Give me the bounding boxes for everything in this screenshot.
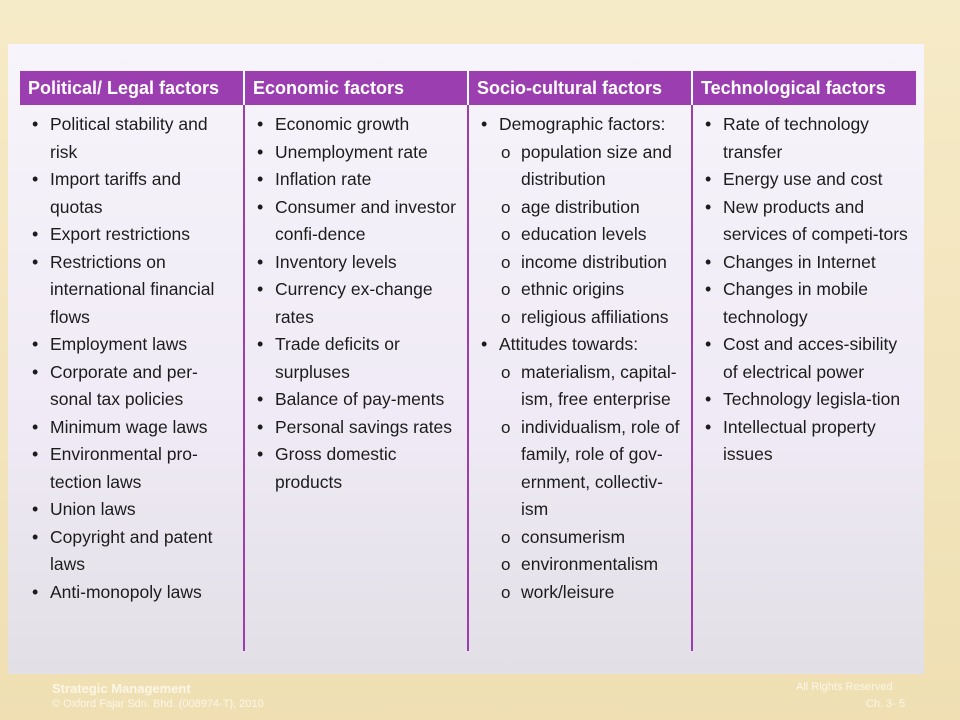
sub-list-item: o materialism, capital-ism, free enterprise	[499, 359, 685, 414]
list-item	[26, 441, 237, 496]
list-item	[251, 276, 461, 331]
list-item-text: Intellectual property issues	[723, 416, 876, 464]
list-item-text: Import tariffs and quotas	[50, 169, 181, 217]
list-item	[251, 414, 461, 442]
list-item-text: Technology legisla-tion	[723, 389, 901, 409]
sub-list-item: o income distribution	[499, 249, 685, 277]
list-item-text: Employment laws	[50, 334, 188, 354]
list-item-text: Unemployment rate	[275, 141, 428, 162]
list-item-text: Attitudes towards:	[499, 334, 639, 354]
list-item-text: Consumer and investor confi-dence	[275, 196, 456, 244]
list-item-text: Union laws	[50, 499, 136, 519]
column-political	[20, 105, 244, 651]
list-item	[699, 276, 910, 331]
list-item-text: Changes in mobile technology	[723, 279, 868, 327]
list-item	[26, 496, 237, 524]
list-item-text: Rate of technology transfer	[723, 114, 869, 162]
list-item-text: Demographic factors:	[499, 114, 666, 134]
list-item	[26, 359, 237, 414]
list-item	[699, 111, 910, 166]
list-item-text: Changes in Internet	[723, 251, 876, 272]
footer-course: Strategic Management	[52, 681, 191, 696]
list-item-text: Balance of pay-ments	[275, 389, 445, 409]
list-item	[26, 111, 237, 166]
sub-list-item: o education levels	[499, 221, 685, 249]
list-item	[26, 331, 237, 359]
list-item-text: New products and services of competi-tors	[723, 196, 908, 244]
list-item-text: Political stability and risk	[50, 114, 208, 162]
list-item	[26, 221, 237, 249]
list-item	[26, 579, 237, 607]
list-item	[251, 111, 461, 139]
list-item-text: Economic growth	[275, 114, 410, 134]
list-item-text: Currency ex-change rates	[275, 279, 433, 327]
column-header-economic: Economic factors	[244, 71, 468, 105]
table-header-row	[20, 71, 916, 105]
list-item	[251, 139, 461, 167]
column-header-technological: Technological factors	[692, 71, 916, 105]
list-item	[699, 414, 910, 469]
list-item-text: Environmental pro-tection laws	[50, 444, 198, 492]
list-item-text: Export restrictions	[50, 224, 191, 244]
list-item	[251, 166, 461, 194]
list-item	[251, 441, 461, 496]
environment-factors-table	[20, 71, 916, 651]
footer-copyright: © Oxford Fajar Sdn. Bhd. (008974-T), 2010	[52, 698, 264, 710]
sub-list-item: o consumerism	[499, 524, 685, 552]
list-item	[251, 331, 461, 386]
sub-list-item: o environmentalism	[499, 551, 685, 579]
footer-rights: All Rights Reserved	[796, 681, 893, 693]
list-item	[251, 249, 461, 277]
list-item	[26, 166, 237, 221]
list-item	[699, 331, 910, 386]
column-economic	[244, 105, 468, 651]
list-item-text: Corporate and per-sonal tax policies	[50, 361, 198, 409]
list-item-text: Minimum wage laws	[50, 416, 208, 437]
list-item	[699, 194, 910, 249]
sub-list-item: o work/leisure	[499, 579, 685, 607]
column-socio-cultural	[468, 105, 692, 651]
list-item	[475, 331, 685, 606]
list-item-text: Cost and acces-sibility of electrical power	[723, 334, 898, 382]
list-item-text: Anti-monopoly laws	[50, 581, 202, 602]
list-item	[699, 249, 910, 277]
list-item-text: Inventory levels	[275, 251, 397, 272]
list-item	[251, 386, 461, 414]
list-item	[251, 194, 461, 249]
list-item-text: Restrictions on international financial flows	[50, 251, 215, 327]
list-item-text: Personal savings rates	[275, 416, 453, 437]
list-item	[26, 249, 237, 332]
list-item	[26, 414, 237, 442]
list-item	[699, 166, 910, 194]
list-item-text: Gross domestic products	[275, 444, 397, 492]
sub-list-item: o population size and distribution	[499, 139, 685, 194]
sub-list	[499, 359, 685, 607]
sub-list	[499, 139, 685, 332]
list-item-text: Inflation rate	[275, 169, 372, 189]
table-body-row	[20, 105, 916, 651]
footer-chapter: Ch. 3- 5	[866, 698, 906, 710]
sub-list-item: o individualism, role of family, role of gov-ernment, collectiv-ism	[499, 414, 685, 524]
sub-list-item: o age distribution	[499, 194, 685, 222]
list-item	[699, 386, 910, 414]
list-item	[26, 524, 237, 579]
column-technological	[692, 105, 916, 651]
column-header-political: Political/ Legal factors	[20, 71, 244, 105]
list-item-text: Trade deficits or surpluses	[275, 334, 400, 382]
sub-list-item: o religious affiliations	[499, 304, 685, 332]
book-page-photo	[8, 44, 924, 674]
column-header-socio-cultural: Socio-cultural factors	[468, 71, 692, 105]
list-item-text: Energy use and cost	[723, 169, 883, 189]
list-item	[475, 111, 685, 331]
list-item-text: Copyright and patent laws	[50, 526, 213, 574]
sub-list-item: o ethnic origins	[499, 276, 685, 304]
